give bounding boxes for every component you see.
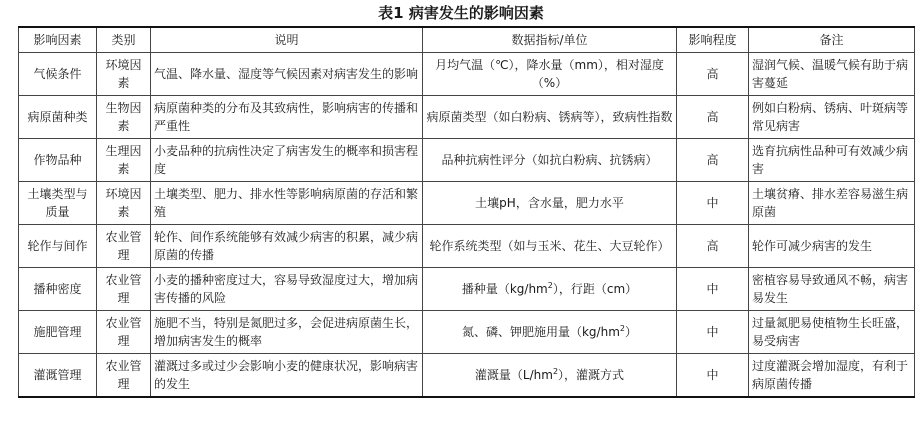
cell-factor: 施肥管理 xyxy=(19,311,97,354)
metric-superscript: 2 xyxy=(552,367,559,376)
metric-text: 病原菌类型（如白粉病、锈病等），致病性指数 xyxy=(426,110,673,124)
table-row xyxy=(19,354,915,398)
cell-description: 施肥不当，特别是氮肥过多，会促进病原菌生长，增加病害发生的概率 xyxy=(151,311,423,354)
table-row xyxy=(19,268,915,311)
table-row xyxy=(19,311,915,354)
header-metric: 数据指标/单位 xyxy=(423,27,677,53)
table-row xyxy=(19,96,915,139)
cell-description: 土壤类型、肥力、排水性等影响病原菌的存活和繁殖 xyxy=(151,182,423,225)
metric-text: 灌溉量（L/hm xyxy=(474,368,553,382)
cell-factor: 灌溉管理 xyxy=(19,354,97,398)
cell-level: 中 xyxy=(677,354,749,398)
cell-level: 中 xyxy=(677,182,749,225)
cell-category: 农业管理 xyxy=(97,268,151,311)
cell-description: 小麦品种的抗病性决定了病害发生的概率和损害程度 xyxy=(151,139,423,182)
cell-category: 环境因素 xyxy=(97,53,151,96)
cell-note: 轮作可减少病害的发生 xyxy=(749,225,915,268)
table-title: 表1 病害发生的影响因素 xyxy=(378,4,544,22)
cell-description: 小麦的播种密度过大，容易导致湿度过大，增加病害传播的风险 xyxy=(151,268,423,311)
cell-description: 灌溉过多或过少会影响小麦的健康状况，影响病害的发生 xyxy=(151,354,423,398)
metric-text: 品种抗病性评分（如抗白粉病、抗锈病） xyxy=(441,153,658,167)
cell-metric xyxy=(423,268,677,311)
metric-text: 播种量（kg/hm xyxy=(461,282,548,296)
cell-note: 过度灌溉会增加湿度，有利于病原菌传播 xyxy=(749,354,915,398)
cell-level: 高 xyxy=(677,53,749,96)
cell-metric xyxy=(423,53,677,96)
cell-metric xyxy=(423,139,677,182)
metric-superscript: 2 xyxy=(619,324,625,333)
cell-category: 生理因素 xyxy=(97,139,151,182)
cell-level: 中 xyxy=(677,311,749,354)
table-row xyxy=(19,225,915,268)
cell-description: 气温、降水量、湿度等气候因素对病害发生的影响 xyxy=(151,53,423,96)
header-row xyxy=(19,27,915,53)
cell-metric xyxy=(423,311,677,354)
cell-factor: 病原菌种类 xyxy=(19,96,97,139)
metric-tail: ），行距（cm） xyxy=(552,282,638,296)
metric-text: 土壤pH，含水量，肥力水平 xyxy=(475,196,624,210)
header-note: 备注 xyxy=(749,27,915,53)
cell-factor: 播种密度 xyxy=(19,268,97,311)
cell-factor: 轮作与间作 xyxy=(19,225,97,268)
metric-tail: ） xyxy=(624,325,637,339)
cell-note: 例如白粉病、锈病、叶斑病等常见病害 xyxy=(749,96,915,139)
cell-factor: 气候条件 xyxy=(19,53,97,96)
table-row xyxy=(19,53,915,96)
cell-level: 高 xyxy=(677,225,749,268)
cell-level: 高 xyxy=(677,139,749,182)
cell-category: 农业管理 xyxy=(97,311,151,354)
header-factor: 影响因素 xyxy=(19,27,97,53)
cell-metric xyxy=(423,354,677,398)
cell-category: 生物因素 xyxy=(97,96,151,139)
metric-superscript: 2 xyxy=(547,281,553,290)
cell-description: 病原菌种类的分布及其致病性，影响病害的传播和严重性 xyxy=(151,96,423,139)
header-category: 类别 xyxy=(97,27,151,53)
cell-note: 密植容易导致通风不畅，病害易发生 xyxy=(749,268,915,311)
table-row xyxy=(19,182,915,225)
cell-metric xyxy=(423,182,677,225)
cell-note: 湿润气候、温暖气候有助于病害蔓延 xyxy=(749,53,915,96)
cell-description: 轮作、间作系统能够有效减少病害的积累，减少病原菌的传播 xyxy=(151,225,423,268)
cell-metric xyxy=(423,225,677,268)
metric-text: 月均气温（℃），降水量（mm），相对湿度（%） xyxy=(435,58,664,90)
metric-text: 氮、磷、钾肥施用量（kg/hm xyxy=(461,325,620,339)
cell-level: 中 xyxy=(677,268,749,311)
cell-category: 农业管理 xyxy=(97,354,151,398)
cell-category: 农业管理 xyxy=(97,225,151,268)
cell-level: 高 xyxy=(677,96,749,139)
cell-note: 过量氮肥易使植物生长旺盛，易受病害 xyxy=(749,311,915,354)
header-level: 影响程度 xyxy=(677,27,749,53)
metric-text: 轮作系统类型（如与玉米、花生、大豆轮作） xyxy=(429,239,670,253)
cell-note: 选育抗病性品种可有效减少病害 xyxy=(749,139,915,182)
metric-tail: ），灌溉方式 xyxy=(558,368,625,382)
influence-factors-table xyxy=(18,26,915,398)
cell-category: 环境因素 xyxy=(97,182,151,225)
cell-factor: 作物品种 xyxy=(19,139,97,182)
cell-note: 土壤贫瘠、排水差容易滋生病原菌 xyxy=(749,182,915,225)
header-description: 说明 xyxy=(151,27,423,53)
cell-metric xyxy=(423,96,677,139)
table-row xyxy=(19,139,915,182)
cell-factor: 土壤类型与质量 xyxy=(19,182,97,225)
